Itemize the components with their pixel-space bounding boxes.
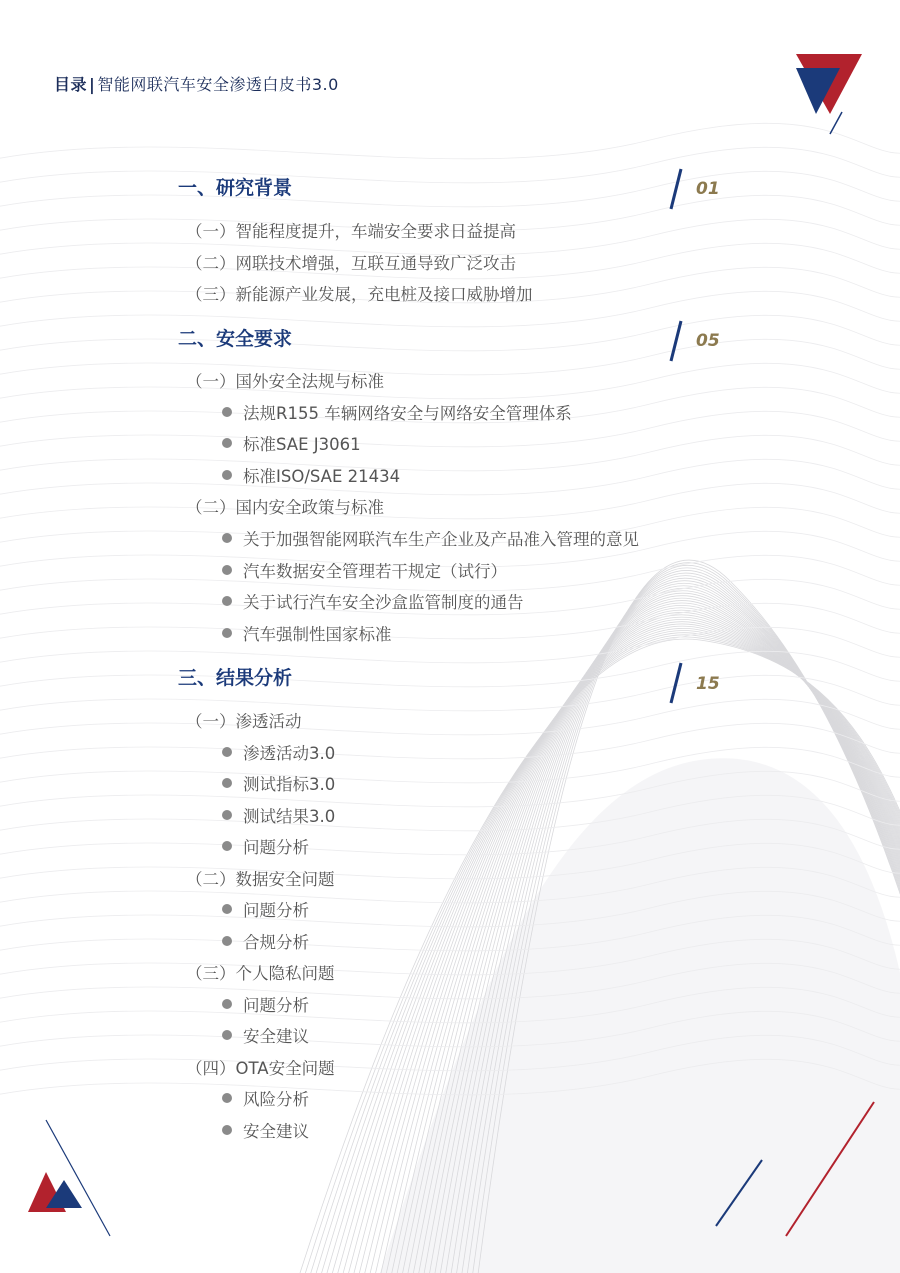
- toc-section-1-title[interactable]: 一、研究背景: [178, 177, 293, 199]
- bullet-dot: [222, 999, 232, 1009]
- toc-item-label: 合规分析: [243, 933, 309, 952]
- toc-section-3-page[interactable]: 15: [696, 674, 720, 694]
- toc-item-label: 问题分析: [243, 838, 309, 857]
- toc-item[interactable]: [222, 621, 392, 645]
- toc-item-label: 关于试行汽车安全沙盒监管制度的通告: [243, 593, 524, 612]
- toc-item[interactable]: [222, 803, 335, 827]
- toc-sub-1-1[interactable]: （一）智能程度提升，车端安全要求日益提高: [186, 222, 516, 241]
- toc-item[interactable]: [222, 526, 639, 550]
- toc-item[interactable]: [222, 929, 309, 953]
- toc-item[interactable]: [222, 834, 309, 858]
- bullet-dot: [222, 407, 232, 417]
- toc-item[interactable]: [222, 431, 361, 455]
- toc-item-label: 测试指标3.0: [243, 775, 336, 794]
- toc-item-label: 关于加强智能网联汽车生产企业及产品准入管理的意见: [243, 530, 639, 549]
- toc-item-label: 法规R155 车辆网络安全与网络安全管理体系: [243, 404, 572, 423]
- toc-item[interactable]: [222, 1086, 309, 1110]
- toc-section-3-title[interactable]: 三、结果分析: [178, 667, 293, 689]
- toc-item-label: 安全建议: [243, 1122, 309, 1141]
- bullet-dot: [222, 565, 232, 575]
- bullet-dot: [222, 841, 232, 851]
- toc-item-label: 标准ISO/SAE 21434: [243, 467, 401, 486]
- toc-item-label: 问题分析: [243, 996, 309, 1015]
- toc-item[interactable]: [222, 740, 335, 764]
- header-separator: |: [89, 75, 96, 94]
- toc-item[interactable]: [222, 1118, 309, 1142]
- toc-item-label: 测试结果3.0: [243, 807, 336, 826]
- bullet-dot: [222, 596, 232, 606]
- bullet-dot: [222, 778, 232, 788]
- toc-sub-3-2[interactable]: （二）数据安全问题: [186, 870, 335, 889]
- page-slash-3: [668, 662, 684, 704]
- bullet-dot: [222, 438, 232, 448]
- toc-section-2-title[interactable]: 二、安全要求: [178, 328, 293, 350]
- bullet-dot: [222, 470, 232, 480]
- bullet-dot: [222, 1030, 232, 1040]
- toc-sub-2-1[interactable]: （一）国外安全法规与标准: [186, 372, 384, 391]
- toc-item-label: 汽车强制性国家标准: [243, 625, 392, 644]
- toc-item-label: 风险分析: [243, 1090, 309, 1109]
- bullet-dot: [222, 628, 232, 638]
- page-slash-2: [668, 320, 684, 362]
- bullet-dot: [222, 936, 232, 946]
- toc-item[interactable]: [222, 1023, 309, 1047]
- bullet-dot: [222, 810, 232, 820]
- toc-item-label: 渗透活动3.0: [243, 744, 336, 763]
- toc-section-1-page[interactable]: 01: [696, 179, 720, 199]
- toc-item[interactable]: [222, 463, 400, 487]
- toc-section-2-page[interactable]: 05: [696, 331, 720, 351]
- toc-item-label: 安全建议: [243, 1027, 309, 1046]
- toc-item-label: 问题分析: [243, 901, 309, 920]
- toc-item[interactable]: [222, 400, 572, 424]
- toc-item-label: 标准SAE J3061: [243, 435, 361, 454]
- toc-sub-3-1[interactable]: （一）渗透活动: [186, 712, 302, 731]
- toc-sub-1-2[interactable]: （二）网联技术增强，互联互通导致广泛攻击: [186, 254, 516, 273]
- bullet-dot: [222, 1093, 232, 1103]
- toc-sub-2-2[interactable]: （二）国内安全政策与标准: [186, 498, 384, 517]
- toc-item[interactable]: [222, 897, 309, 921]
- toc-sub-3-4[interactable]: （四）OTA安全问题: [186, 1059, 335, 1078]
- header-lead: 目录: [54, 75, 88, 94]
- bullet-dot: [222, 747, 232, 757]
- page-slash-1: [668, 168, 684, 210]
- bullet-dot: [222, 1125, 232, 1135]
- bullet-dot: [222, 904, 232, 914]
- toc-sub-1-3[interactable]: （三）新能源产业发展，充电桩及接口威胁增加: [186, 285, 533, 304]
- toc-item[interactable]: [222, 589, 524, 613]
- bullet-dot: [222, 533, 232, 543]
- toc-item[interactable]: [222, 992, 309, 1016]
- toc-item-label: 汽车数据安全管理若干规定（试行）: [243, 562, 507, 581]
- header-doc-title: 智能网联汽车安全渗透白皮书3.0: [97, 75, 339, 94]
- toc-item[interactable]: [222, 558, 507, 582]
- toc-item[interactable]: [222, 771, 335, 795]
- toc-sub-3-3[interactable]: （三）个人隐私问题: [186, 964, 335, 983]
